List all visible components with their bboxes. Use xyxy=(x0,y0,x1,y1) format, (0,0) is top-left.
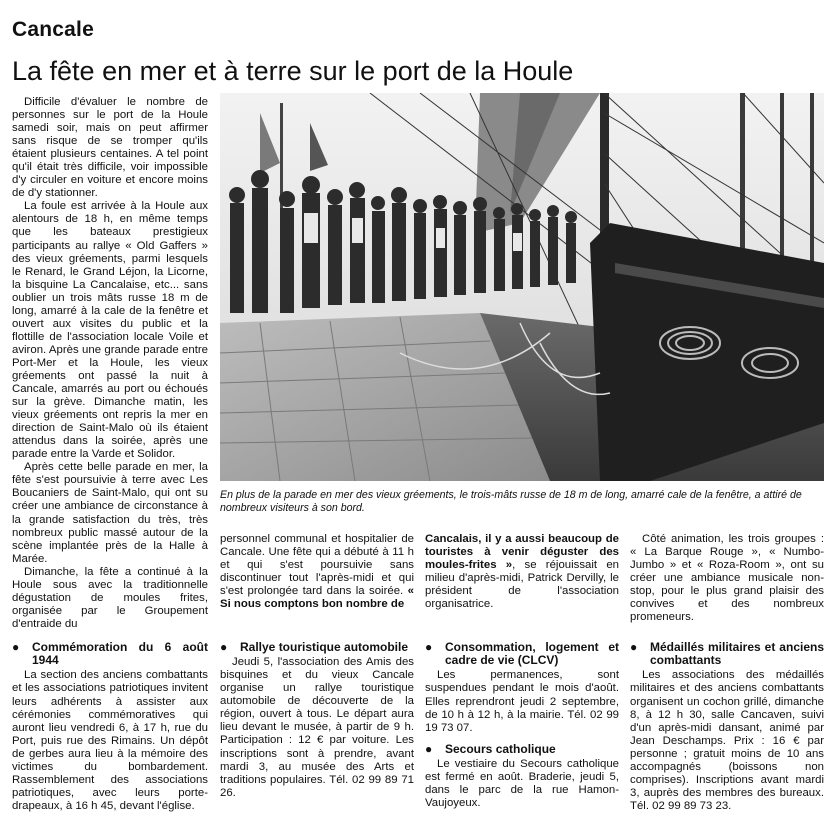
section-title: Cancale xyxy=(12,18,94,41)
brief-body: Les permanences, sont suspendues pendant le mois d'août. Elles reprendront jeudi 2 septembre, de 10 h à 12 h, à la mairie. Tél. 02 99 19 73 07. xyxy=(425,669,619,734)
bullet-icon: ● xyxy=(425,640,433,654)
paragraph: personnel communal et hospitalier de Cancale. Une fête qui a débuté à 11 h et qui s'est poursuivie sans discontinuer tout l'après-midi et qui s'est prolongée tard dans la soirée. xyxy=(220,533,414,598)
article-headline: La fête en mer et à terre sur le port de la Houle xyxy=(12,56,574,86)
brief-commemoration xyxy=(12,641,208,813)
article-column-2 xyxy=(220,533,414,611)
brief-clcv xyxy=(425,641,619,735)
article-column-1 xyxy=(12,96,208,631)
article-column-4 xyxy=(630,533,824,624)
brief-title: Commémoration du 6 août 1944 xyxy=(32,640,208,668)
photo-caption: En plus de la parade en mer des vieux gréements, le trois-mâts russe de 18 m de long, amarré cale de la fenêtre, a attiré de nombreux visiteurs à son bord. xyxy=(220,489,802,514)
brief-title: Consommation, logement et cadre de vie (CLCV) xyxy=(445,640,619,668)
brief-medailles-militaires xyxy=(630,641,824,813)
brief-rallye xyxy=(220,641,414,800)
article-photo xyxy=(220,93,824,481)
paragraph: La foule est arrivée à la Houle aux alentours de 18 h, en même temps que les bateaux prestigieux participants au rallye « Old Gaffers » des vieux gréements, parmi lesquels le Renard, le Grand Léjon, la Licorne, la bisquine La Cancalaise, etc... sans oublier un trois mâts russe 18 m de long, amarré à la cale de la fenêtre et ouvert aux visites du public et la flottille de l'association locale Voile et aviron. Après une grande parade entre Port-Mer et la Houle, les vieux gréements ont passé la nuit à Cancale, amarrés au port ou échoués sur la grève. Dimanche matin, les vieux gréements ont repris la mer en direction de Saint-Malo où ils étaient attendus dans la soirée, après une parade entre la Varde et Solidor. xyxy=(12,200,208,461)
paragraph: Dimanche, la fête a continué à la Houle sous avec la traditionnelle dégustation de moules frites, organisée par le Groupement d'entraide du xyxy=(12,565,208,630)
article-column-3 xyxy=(425,533,619,611)
pull-quote: « Si nous comptons bon nombre de xyxy=(220,585,414,611)
brief-body: Jeudi 5, l'association des Amis des bisquines et du vieux Cancale organise un rallye touristique automobile de découverte de la région, ouvert à tous. Le départ aura lieu devant le musée, à partir de 9 h. Participation : 12 € par voiture. Les inscriptions sont à prendre, avant mardi 3, au musée des Arts et traditions populaires. Tél. 02 99 89 71 26. xyxy=(220,656,414,799)
harbor-photo-illustration xyxy=(220,93,824,481)
paragraph: Après cette belle parade en mer, la fête s'est poursuivie à terre avec Les Boucaniers de Saint-Malo, qui ont su créer une ambiance de circonstance à la grande satisfaction du très, très nombreux public massé autour de la scène implantée près de la Halle à Marée. xyxy=(12,461,208,565)
brief-body: Les associations des médaillés militaires et des anciens combattants organisent un cochon grillé, dimanche 8, à 12 h 30, salle Cancaven, suivi d'un après-midi dansant, animé par Jean Deschamps. Prix : 16 € par personne ; gratuit moins de 10 ans accompagnés (boissons non comprises). Inscriptions avant mardi 3, auprès des membres des bureaux. Tél. 02 99 89 73 23. xyxy=(630,669,824,812)
pull-quote: Cancalais, il y a aussi beaucoup de touristes à venir déguster des moules-frites » xyxy=(425,533,619,572)
brief-secours-catholique xyxy=(425,743,619,810)
bullet-icon: ● xyxy=(630,640,638,654)
brief-body: Le vestiaire du Secours catholique est fermé en août. Braderie, jeudi 5, dans le parc de la rue Hamon-Vaujoyeux. xyxy=(425,758,619,810)
paragraph: Côté animation, les trois groupes : « La Barque Rouge », « Numbo-Jumbo » et « Roza-Room », ont su créer une ambiance musicale non-stop, pour le plus grand plaisir des convives et des nombreux promeneurs. xyxy=(630,533,824,624)
brief-title: Secours catholique xyxy=(445,742,556,756)
paragraph: Difficile d'évaluer le nombre de personnes sur le port de la Houle samedi soir, mais on peut affirmer sans risque de se tromper qu'ils étaient plusieurs centaines. A tel point qu'il était très difficile, voir impossible d'y circuler en voiture et encore moins de d'y stationner. xyxy=(12,96,208,200)
bullet-icon: ● xyxy=(425,742,433,756)
brief-title: Médaillés militaires et anciens combattants xyxy=(650,640,824,668)
bullet-icon: ● xyxy=(12,640,20,654)
brief-title: Rallye touristique automobile xyxy=(240,640,409,654)
brief-body: La section des anciens combattants et les associations patriotiques invitent leurs adhérents à assister aux cérémonies commémoratives qui auront lieu vendredi 6, à 17 h, rue du Port, puis rue des Rimains. Un dépôt de gerbes aura lieu à la mémoire des victimes du bombardement. Rassemblement des associations patriotiques, avec leurs porte-drapeaux, à 16 h 45, devant l'église. xyxy=(12,669,208,812)
paragraph: , se réjouissait en milieu d'après-midi, Patrick Dervilly, le président de l'association organisatrice. xyxy=(425,559,619,611)
bullet-icon: ● xyxy=(220,640,228,654)
